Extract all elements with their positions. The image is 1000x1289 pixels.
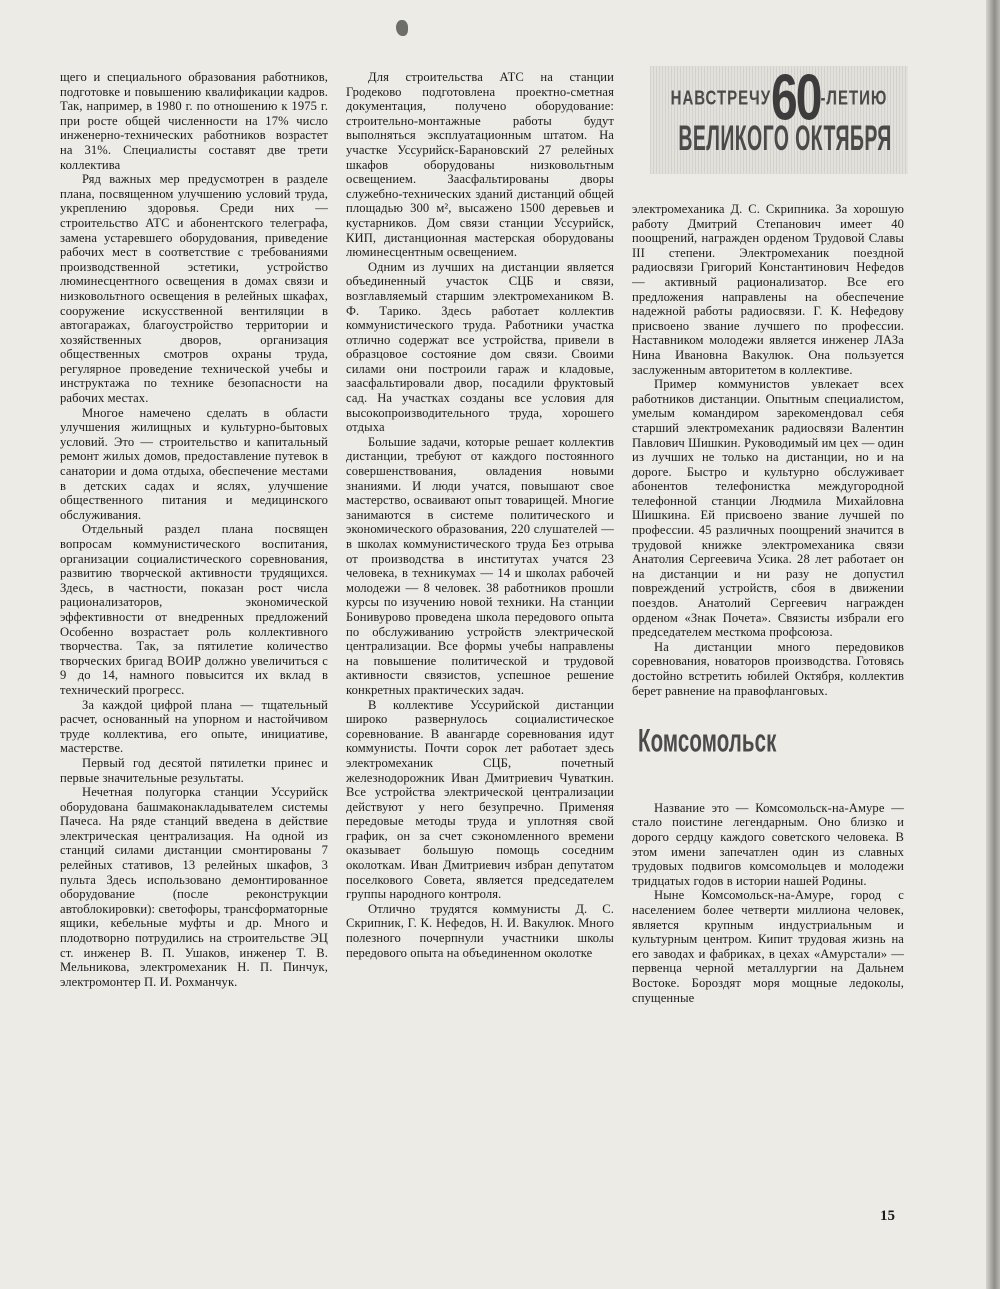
paragraph: На дистанции много передовиков соревнования, новаторов производства. Готовясь достойно встретить юбилей Октября, коллектив берет равнение на правофланговых.: [632, 639, 904, 698]
banner-headline: [650, 62, 908, 135]
banner-prefix: НАВСТРЕЧУ: [670, 86, 772, 110]
page-number: 15: [880, 1208, 895, 1224]
anniversary-banner: [650, 62, 908, 174]
paragraph: Отдельный раздел плана посвящен вопросам коммунистического воспитания, организации социалистического соревнования, развитию творческой активности трудящихся. Здесь, в частности, показан рост числа рационализаторов, экономической эффективности от внедренных предложений Особенно возрастает роль коллективного творчества. Так, за пятилетие количество творческих бригад ВОИР должно увеличиться с 9 до 14, намного повысится их вклад в технический прогресс.: [60, 522, 328, 697]
paragraph: Большие задачи, которые решает коллектив дистанции, требуют от каждого постоянного совершенствования, овладения новыми знаниями. И люди учатся, повышают свое мастерство, осваивают опыт товарищей. Многие занимаются в системе политического и экономического образования, 220 слушателей — в школах коммунистического труда Без отрыва от производства в институтах учатся 23 человека, в техникумах — 14 и школах рабочей молодежи — 8 человек. 38 работников прошли курсы по изучению новой техники. На станции Бонивурово проведена школа передового опыта по обслуживанию устройств электрической централизации. Все формы учебы направлены на повышение политической и трудовой активности связистов, успешное решение конкретных практических задач.: [346, 434, 614, 697]
paragraph: Одним из лучших на дистанции является объединенный участок СЦБ и связи, возглавляемый старшим электромехаником В. Ф. Тарико. Здесь работает коллектив коммунистического труда. Работники участка отлично содержат все устройства, привели в образцовое состояние дом связи. Своими силами они построили гараж и кладовые, заасфальтировали двор, посадили фруктовый сад. На участках созданы все условия для высокопроизводительного труда, хорошего отдыха: [346, 259, 614, 435]
paragraph: Название это — Комсомольск-на-Амуре — стало поистине легендарным. Оно близко и дорого сердцу каждого советского человека. В этом имени запечатлен один из славных трудовых подвигов комсомольцев и молодежи тридцатых годов в истории нашей Родины.: [632, 800, 904, 888]
banner-suffix: -ЛЕТИЮ: [820, 86, 888, 110]
paragraph: Пример коммунистов увлекает всех работников дистанции. Опытным специалистом, умелым командиром зарекомендовал себя старший электромеханик радиосвязи Валентин Павлович Шишкин. Руководимый им цех — один из лучших не только на дистанции, но и на дороге. Быстро и культурно обслуживает абонентов телефонистка междугородной телефонной станции Людмила Михайловна Шишкина. Ей присвоено звание лучшей по профессии. 45 различных поощрений значится в трудовой книжке электромеханика связи Анатолия Сергеевича Усика. 28 лет работает он на дистанции и ни разу не допустил повреждений устройств, сбоя в движении поездов. Анатолий Сергеевич награжден орденом «Знак Почета». Связисты избрали его председателем месткома профсоюза.: [632, 377, 904, 640]
column-2: [346, 70, 614, 960]
paragraph: щего и специального образования работников, подготовке и повышению квалификации кадров. Так, например, в 1980 г. по отношению к 1975 г. при росте общей численности на 17% число инженерно-технических работников возрастет на 31%. Специалисты составят две трети коллектива: [60, 70, 328, 172]
banner-number: 60: [771, 62, 821, 135]
paragraph: Ряд важных мер предусмотрен в разделе плана, посвященном улучшению условий труда, укреплению здоровья. Среди них — строительство АТС и абонентского телеграфа, замена устаревшего оборудования, приведение рабочих мест в соответствие с требованиями производственной эстетики, устройство люминесцентного освещения в домах связи и низковольтного освещения в релейных шкафах, сооружение искусственной вентиляции в автогаражах, благоустройство территории и хозяйственных дворов, организация общественных смотров охраны труда, регулярное проведение технической учебы и инструктажа по технике безопасности на рабочих местах.: [60, 172, 328, 406]
paragraph: За каждой цифрой плана — тщательный расчет, основанный на упорном и настойчивом труде коллектива, его опыте, инициативе, мастерстве.: [60, 697, 328, 756]
column-3: [632, 62, 904, 1005]
page-edge-shadow: [986, 0, 1000, 1289]
ink-blot: [396, 20, 408, 36]
paragraph: Многое намечено сделать в области улучшения жилищных и культурно-бытовых условий. Это — строительство и капитальный ремонт жилых домов, предоставление путевок в санатории и дома отдыха, обеспечение местами в детских садах и яслях, улучшение общественного питания и медицинского обслуживания.: [60, 405, 328, 522]
paragraph: Нечетная полугорка станции Уссурийск оборудована башмаконакладывателем системы Пачеса. На ряде станций введена в действие электрическая централизация. На одной из станций силами дистанции смонтированы 7 релейных стативов, 13 релейных шкафов, 3 пульта Здесь использовано демонтированное оборудование (после реконструкции автоблокировки): светофоры, трансформаторные ящики, кебельные муфты и др. Много и плодотворно потрудились на строительстве ЭЦ ст. инженер В. П. Ушаков, инженер Т. В. Мельникова, электромеханик Н. П. Пинчук, электромонтер П. И. Рохманчук.: [60, 785, 328, 989]
banner-subtitle: ВЕЛИКОГО ОКТЯБРЯ: [678, 119, 892, 159]
paragraph: электромеханика Д. С. Скрипника. За хорошую работу Дмитрий Степанович имеет 40 поощрений, награжден орденом Трудовой Славы III степени. Электромеханик поездной радиосвязи Григорий Константинович Нефедов — активный рационализатор. Все его предложения направлены на обеспечение надежной работы радиосвязи. Г. К. Нефедову присвоено звание лучшего по профессии. Наставником молодежи является инженер ЛАЗа Нина Ивановна Вакулюк. Она пользуется заслуженным авторитетом в коллективе.: [632, 202, 904, 377]
paragraph: Отлично трудятся коммунисты Д. С. Скрипник, Г. К. Нефедов, Н. И. Вакулюк. Много полезного почерпнули участники школы передового опыта на объединенном околотке: [346, 901, 614, 960]
paragraph: В коллективе Уссурийской дистанции широко развернулось социалистическое соревнование. В авангарде соревнования идут коммунисты. Почти сорок лет работает здесь электромеханик СЦБ, почетный железнодорожник Иван Дмитриевич Чуваткин. Все устройства электрической централизации действуют у него безупречно. Применяя передовые методы труда и уплотняя свой график, он за счет сэкономленного времени оказывает большую помощь соседним околоткам. Иван Дмитриевич избран депутатом поселкового Совета, является председателем группы народного контроля.: [346, 697, 614, 902]
column-3-text: [632, 202, 904, 698]
paragraph: Для строительства АТС на станции Гродеково подготовлена проектно-сметная документация, получено оборудование: строительно-монтажные работы будут выполняться эксплуатационным штатом. На участке Уссурийск-Барановский 27 релейных шкафов оборудованы низковольтным освещением. Заасфальтированы дворы служебно-технических зданий дистанций общей площадью 300 м², высажено 1500 деревьев и кустарников. Дом связи станции Уссурийск, КИП, дистанционная мастерская оборудованы люминесцентным освещением.: [346, 70, 614, 260]
section-heading: Комсомольск: [638, 722, 777, 760]
column-1: [60, 70, 328, 989]
paragraph: Первый год десятой пятилетки принес и первые значительные результаты.: [60, 755, 328, 785]
paragraph: Ныне Комсомольск-на-Амуре, город с населением более четверти миллиона человек, является крупным индустриальным и культурным центром. Кипит трудовая жизнь на его заводах и фабриках, в цехах «Амурстали» — первенца черной металлургии на Дальнем Востоке. Бороздят моря мощные ледоколы, спущенные: [632, 888, 904, 1005]
